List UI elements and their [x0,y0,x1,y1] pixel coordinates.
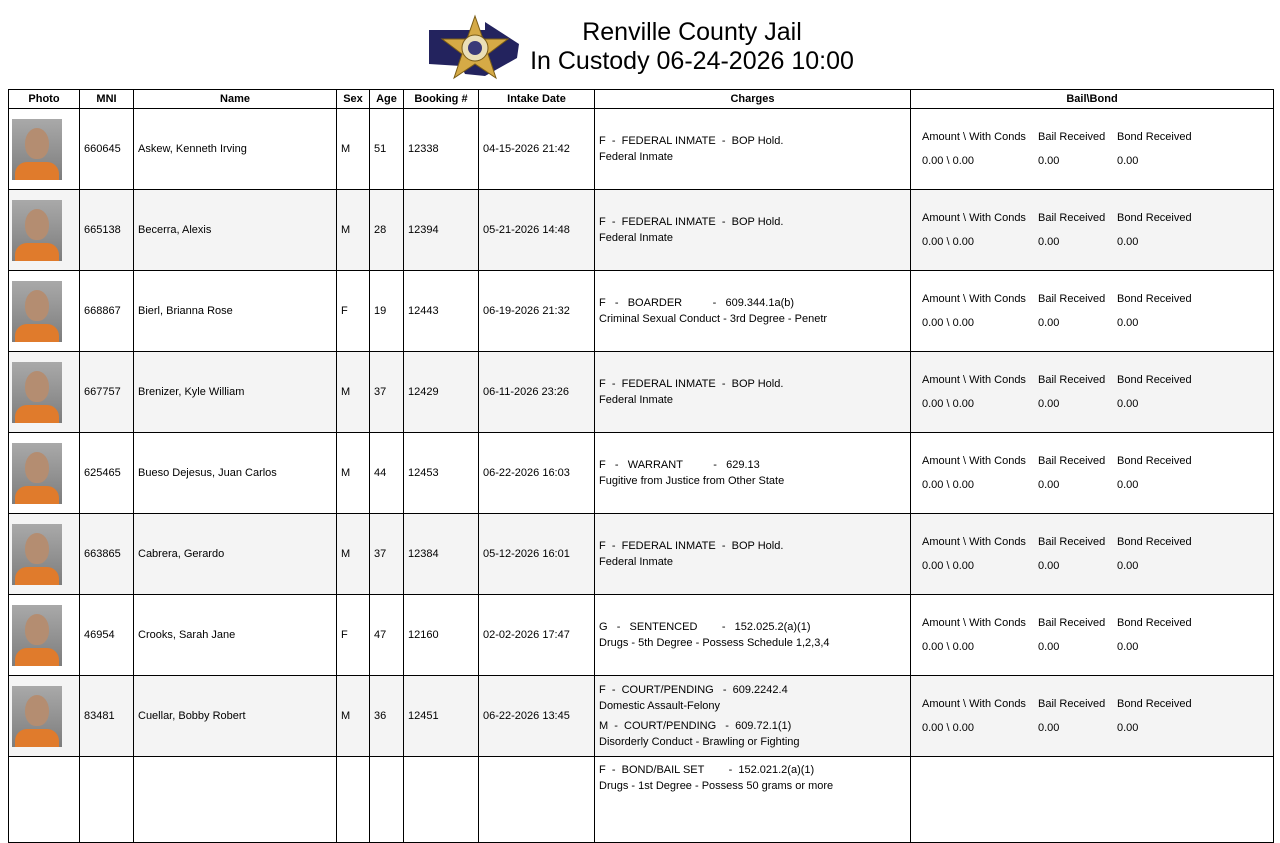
mugshot-shirt [15,162,59,180]
bond-labels-row [915,449,1269,473]
bail-received-label: Bail Received [1038,374,1106,386]
bail-received-label: Bail Received [1038,293,1106,305]
mugshot-photo [12,362,62,423]
inmate-row [9,190,1274,271]
charge-description: Drugs - 5th Degree - Possess Schedule 1,2,3,4 [599,637,830,649]
header-row [9,90,1274,109]
inmate-row [9,676,1274,757]
charge-line: F - FEDERAL INMATE - BOP Hold. [599,135,784,147]
charge-line: F - COURT/PENDING - 609.2242.4 [599,684,788,696]
charge-entry [599,762,906,794]
charge-line: G - SENTENCED - 152.025.2(a)(1) [599,621,811,633]
name-cell: Becerra, Alexis [134,190,337,271]
intake-date-cell: 05-12-2026 16:01 [479,514,595,595]
mugshot-face [25,209,49,240]
intake-date-cell: 05-21-2026 14:48 [479,190,595,271]
report-title [520,18,864,76]
inmate-roster-table [8,89,1274,843]
amount-label: Amount \ With Conds [922,212,1026,224]
bond-values-row [915,311,1269,335]
col-header-intake-date: Intake Date [479,90,595,109]
sex-cell: M [337,190,370,271]
photo-cell [9,271,80,352]
mugshot-face [25,452,49,483]
intake-date-cell: 06-11-2026 23:26 [479,352,595,433]
inmate-row [9,352,1274,433]
mugshot-face [25,371,49,402]
bail-received-value: 0.00 [1038,722,1060,734]
bond-labels-row [915,287,1269,311]
bail-bond-cell [911,109,1274,190]
bond-received-value: 0.00 [1117,155,1139,167]
age-cell: 37 [370,352,404,433]
age-cell: 28 [370,190,404,271]
bond-received-value: 0.00 [1117,317,1139,329]
age-cell: 51 [370,109,404,190]
bail-bond-cell [911,433,1274,514]
charge-line: F - FEDERAL INMATE - BOP Hold. [599,540,784,552]
sex-cell: M [337,109,370,190]
photo-cell [9,352,80,433]
charge-entry [599,682,906,714]
charge-entry [599,538,906,570]
sex-cell: F [337,271,370,352]
booking-number-cell: 12384 [404,514,479,595]
intake-date-cell: 06-22-2026 16:03 [479,433,595,514]
bond-labels-row [915,206,1269,230]
col-header-bail-bond: Bail\Bond [911,90,1274,109]
bond-values-row [915,635,1269,659]
mni-cell: 46954 [80,595,134,676]
bond-received-value: 0.00 [1117,641,1139,653]
charge-entry [599,133,906,165]
booking-number-cell: 12338 [404,109,479,190]
sex-cell: M [337,676,370,757]
sex-cell: M [337,433,370,514]
charge-entry [599,457,906,489]
bond-labels-row [915,692,1269,716]
mugshot-photo [12,119,62,180]
intake-date-cell: 06-22-2026 13:45 [479,676,595,757]
name-cell: Bierl, Brianna Rose [134,271,337,352]
col-header-sex: Sex [337,90,370,109]
bail-received-label: Bail Received [1038,536,1106,548]
mugshot-shirt [15,648,59,666]
amount-label: Amount \ With Conds [922,131,1026,143]
roster-body [9,109,1274,843]
charge-line: F - WARRANT - 629.13 [599,459,760,471]
mugshot-shirt [15,729,59,747]
col-header-charges: Charges [595,90,911,109]
bond-values-row [915,473,1269,497]
col-header-age: Age [370,90,404,109]
sex-cell: F [337,595,370,676]
charge-description: Domestic Assault-Felony [599,700,721,712]
charge-line: F - BOND/BAIL SET - 152.021.2(a)(1) [599,764,815,776]
col-header-mni: MNI [80,90,134,109]
bail-received-label: Bail Received [1038,131,1106,143]
photo-cell [9,676,80,757]
amount-value: 0.00 \ 0.00 [922,317,974,329]
bond-received-label: Bond Received [1117,212,1192,224]
age-cell: 19 [370,271,404,352]
mni-cell: 660645 [80,109,134,190]
amount-label: Amount \ With Conds [922,536,1026,548]
bond-labels-row [915,530,1269,554]
mugshot-face [25,695,49,726]
amount-label: Amount \ With Conds [922,698,1026,710]
bail-bond-cell [911,190,1274,271]
mugshot-photo [12,281,62,342]
bail-received-label: Bail Received [1038,455,1106,467]
sheriff-star-logo-icon [425,14,525,86]
bail-bond-cell [911,595,1274,676]
photo-cell [9,514,80,595]
mugshot-shirt [15,567,59,585]
photo-cell [9,433,80,514]
bail-received-value: 0.00 [1038,155,1060,167]
mni-cell: 663865 [80,514,134,595]
age-cell: 36 [370,676,404,757]
col-header-photo: Photo [9,90,80,109]
bond-received-value: 0.00 [1117,560,1139,572]
charge-description: Federal Inmate [599,232,673,244]
charges-cell [595,190,911,271]
intake-date-cell: 06-19-2026 21:32 [479,271,595,352]
bond-received-value: 0.00 [1117,722,1139,734]
bond-labels-row [915,611,1269,635]
bail-bond-cell [911,676,1274,757]
bail-received-label: Bail Received [1038,212,1106,224]
mugshot-face [25,533,49,564]
charges-cell [595,109,911,190]
bail-received-value: 0.00 [1038,317,1060,329]
bond-received-label: Bond Received [1117,455,1192,467]
bond-received-label: Bond Received [1117,617,1192,629]
age-cell: 44 [370,433,404,514]
name-cell: Brenizer, Kyle William [134,352,337,433]
charges-cell [595,514,911,595]
amount-label: Amount \ With Conds [922,617,1026,629]
name-cell: Bueso Dejesus, Juan Carlos [134,433,337,514]
booking-number-cell: 12451 [404,676,479,757]
bail-received-label: Bail Received [1038,617,1106,629]
mugshot-photo [12,443,62,504]
inmate-row [9,514,1274,595]
booking-number-cell: 12160 [404,595,479,676]
mugshot-photo [12,605,62,666]
bail-received-label: Bail Received [1038,698,1106,710]
inmate-row [9,595,1274,676]
mugshot-face [25,614,49,645]
charges-cell [595,595,911,676]
amount-value: 0.00 \ 0.00 [922,479,974,491]
bail-bond-cell [911,352,1274,433]
custody-timestamp: In Custody 06-24-2026 10:00 [530,47,854,75]
amount-value: 0.00 \ 0.00 [922,722,974,734]
mugshot-face [25,290,49,321]
photo-cell [9,595,80,676]
booking-number-cell: 12443 [404,271,479,352]
bail-received-value: 0.00 [1038,236,1060,248]
charge-line: F - FEDERAL INMATE - BOP Hold. [599,378,784,390]
charge-description: Drugs - 1st Degree - Possess 50 grams or more [599,780,834,792]
name-cell: Crooks, Sarah Jane [134,595,337,676]
charge-entry [599,718,906,750]
mugshot-shirt [15,324,59,342]
charges-cell [595,433,911,514]
amount-value: 0.00 \ 0.00 [922,155,974,167]
name-cell: Cuellar, Bobby Robert [134,676,337,757]
charge-description: Criminal Sexual Conduct - 3rd Degree - Penetr [599,313,828,325]
bail-received-value: 0.00 [1038,641,1060,653]
col-header-name: Name [134,90,337,109]
name-cell: Cabrera, Gerardo [134,514,337,595]
charges-cell [595,271,911,352]
mni-cell: 625465 [80,433,134,514]
photo-cell [9,109,80,190]
mni-cell: 668867 [80,271,134,352]
mni-cell: 665138 [80,190,134,271]
bond-received-value: 0.00 [1117,479,1139,491]
bond-values-row [915,392,1269,416]
bond-values-row [915,554,1269,578]
bail-received-value: 0.00 [1038,398,1060,410]
page-header [0,0,1280,90]
charge-entry [599,295,906,327]
mni-cell: 83481 [80,676,134,757]
mni-cell: 667757 [80,352,134,433]
inmate-row [9,109,1274,190]
bond-received-label: Bond Received [1117,131,1192,143]
age-cell: 37 [370,514,404,595]
intake-date-cell: 02-02-2026 17:47 [479,595,595,676]
charge-line: F - BOARDER - 609.344.1a(b) [599,297,795,309]
charge-description: Disorderly Conduct - Brawling or Fighting [599,736,800,748]
bond-values-row [915,149,1269,173]
amount-label: Amount \ With Conds [922,455,1026,467]
bail-bond-cell [911,271,1274,352]
charge-description: Federal Inmate [599,394,673,406]
intake-date-cell: 04-15-2026 21:42 [479,109,595,190]
bond-received-label: Bond Received [1117,293,1192,305]
charges-cell [595,676,911,757]
bond-received-value: 0.00 [1117,236,1139,248]
mugshot-photo [12,200,62,261]
mugshot-face [25,128,49,159]
charge-entry [599,376,906,408]
charge-description: Fugitive from Justice from Other State [599,475,785,487]
charges-cell [595,352,911,433]
amount-value: 0.00 \ 0.00 [922,560,974,572]
col-header-booking: Booking # [404,90,479,109]
amount-value: 0.00 \ 0.00 [922,236,974,248]
booking-number-cell: 12394 [404,190,479,271]
charge-line: F - FEDERAL INMATE - BOP Hold. [599,216,784,228]
bail-bond-cell [911,514,1274,595]
charge-entry [599,619,906,651]
amount-label: Amount \ With Conds [922,293,1026,305]
mugshot-photo [12,686,62,747]
amount-label: Amount \ With Conds [922,374,1026,386]
photo-cell [9,190,80,271]
booking-number-cell: 12453 [404,433,479,514]
bail-received-value: 0.00 [1038,560,1060,572]
amount-value: 0.00 \ 0.00 [922,398,974,410]
bond-values-row [915,716,1269,740]
bond-received-label: Bond Received [1117,374,1192,386]
charge-line: M - COURT/PENDING - 609.72.1(1) [599,720,792,732]
sex-cell: M [337,514,370,595]
name-cell: Askew, Kenneth Irving [134,109,337,190]
jail-name: Renville County Jail [582,18,802,46]
charge-description: Federal Inmate [599,151,673,163]
inmate-row [9,433,1274,514]
mugshot-shirt [15,405,59,423]
bond-received-label: Bond Received [1117,536,1192,548]
bail-received-value: 0.00 [1038,479,1060,491]
bond-received-label: Bond Received [1117,698,1192,710]
booking-number-cell: 12429 [404,352,479,433]
mugshot-shirt [15,243,59,261]
mugshot-photo [12,524,62,585]
bond-labels-row [915,368,1269,392]
bond-labels-row [915,125,1269,149]
mugshot-shirt [15,486,59,504]
charge-entry [599,214,906,246]
age-cell: 47 [370,595,404,676]
bond-values-row [915,230,1269,254]
bond-received-value: 0.00 [1117,398,1139,410]
inmate-row [9,271,1274,352]
charge-description: Federal Inmate [599,556,673,568]
sex-cell: M [337,352,370,433]
amount-value: 0.00 \ 0.00 [922,641,974,653]
